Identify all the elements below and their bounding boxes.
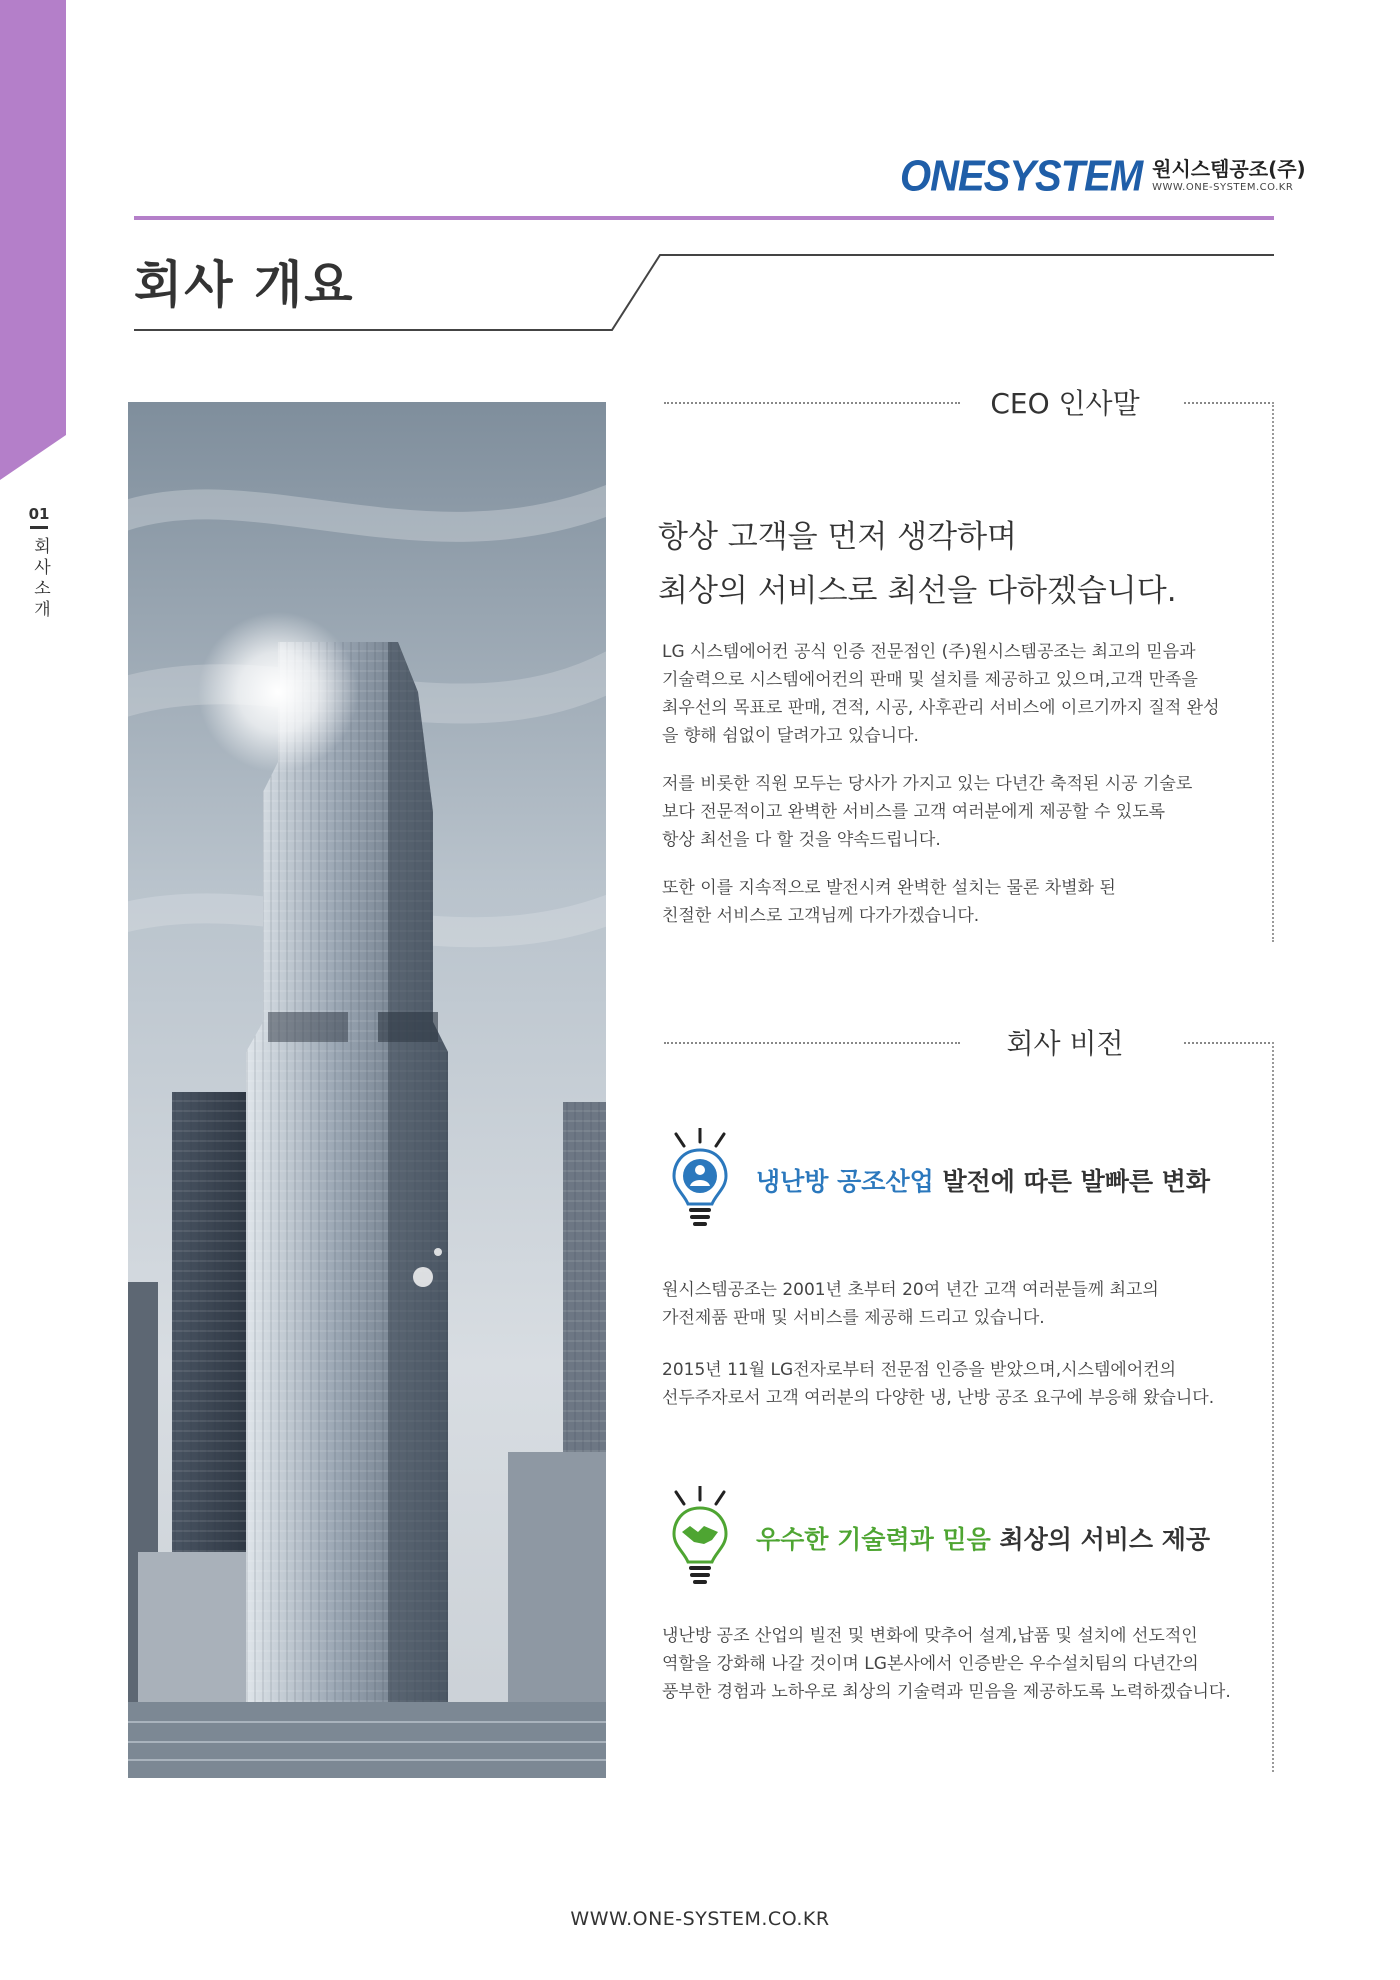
- vision-item-1-rest: 발전에 따른 발빠른 변화: [933, 1167, 1211, 1196]
- vision-header-dots-left: [664, 1042, 960, 1044]
- side-index-number: 01: [28, 505, 50, 523]
- text-line: 냉난방 공조 산업의 빌전 및 변화에 맞추어 설계,납품 및 설치에 선도적인: [662, 1626, 1198, 1646]
- vision-item-2-title: [756, 1520, 1210, 1556]
- vision-header-dots-right: [1184, 1042, 1274, 1044]
- text-line: 선두주자로서 고객 여러분의 다양한 냉, 난방 공조 요구에 부응해 왔습니다.: [662, 1388, 1215, 1408]
- page-title: 회사 개요: [134, 256, 355, 314]
- text-line: 가전제품 판매 및 서비스를 제공해 드리고 있습니다.: [662, 1308, 1045, 1328]
- ceo-section-header: [664, 382, 1274, 422]
- ceo-headline-line: 항상 고객을 먼저 생각하며: [658, 519, 1017, 555]
- vision-item-2-paragraph: [662, 1622, 1262, 1706]
- ceo-headline-line: 최상의 서비스로 최선을 다하겠습니다.: [658, 573, 1177, 609]
- vision-item-2: [668, 1486, 1210, 1590]
- text-line: 을 향해 쉼없이 달려가고 있습니다.: [662, 726, 919, 746]
- logo-company-name: 원시스템공조(주): [1152, 157, 1306, 181]
- ceo-headline: [658, 510, 1177, 618]
- ceo-paragraph-3: [662, 874, 1262, 930]
- bulb-person-icon: [668, 1128, 732, 1232]
- text-line: 보다 전문적이고 완벽한 서비스를 고객 여러분에게 제공할 수 있도록: [662, 802, 1166, 822]
- text-line: 최우선의 목표로 판매, 견적, 시공, 사후관리 서비스에 이르기까지 질적 완성: [662, 698, 1220, 718]
- text-line: 원시스템공조는 2001년 초부터 20여 년간 고객 여러분들께 최고의: [662, 1280, 1159, 1300]
- text-line: 풍부한 경험과 노하우로 최상의 기술력과 믿음을 제공하도록 노력하겠습니다.: [662, 1682, 1231, 1702]
- side-index-bar: [30, 526, 48, 529]
- vision-item-1-highlight: 냉난방 공조산업: [756, 1167, 934, 1196]
- vision-item-2-rest: 최상의 서비스 제공: [990, 1525, 1211, 1554]
- logo-url: WWW.ONE-SYSTEM.CO.KR: [1152, 182, 1294, 193]
- text-line: 2015년 11월 LG전자로부터 전문점 인증을 받았으며,시스템에어컨의: [662, 1360, 1177, 1380]
- bulb-handshake-icon: [668, 1486, 732, 1590]
- ceo-paragraph-2: [662, 770, 1262, 854]
- ceo-paragraph-1: [662, 638, 1262, 750]
- vision-section-title: 회사 비전: [1006, 1027, 1124, 1060]
- side-section-label: 회사소개: [30, 537, 50, 621]
- logo-wordmark: ONESYSTEM: [900, 151, 1143, 200]
- vision-item-1-title: [756, 1162, 1210, 1198]
- text-line: 기술력으로 시스템에어컨의 판매 및 설치를 제공하고 있으며,고객 만족을: [662, 670, 1198, 690]
- ceo-header-dots-left: [664, 402, 960, 404]
- side-index: [28, 505, 50, 621]
- ceo-header-dots-right: [1184, 402, 1274, 404]
- vision-section-header: [664, 1022, 1274, 1062]
- vision-item-2-highlight: 우수한 기술력과 믿음: [756, 1525, 991, 1554]
- vision-vertical-dots: [1272, 1042, 1274, 1772]
- building-image: [128, 402, 606, 1778]
- vision-item-1: [668, 1128, 1210, 1232]
- text-line: LG 시스템에어컨 공식 인증 전문점인 (주)원시스템공조는 최고의 믿음과: [662, 642, 1196, 662]
- text-line: 또한 이를 지속적으로 발전시켜 완벽한 설치는 물론 차별화 된: [662, 878, 1116, 898]
- ceo-section-title: CEO 인사말: [990, 387, 1140, 420]
- vision-item-1-paragraph-2: [662, 1356, 1262, 1412]
- text-line: 항상 최선을 다 할 것을 약속드립니다.: [662, 830, 941, 850]
- ceo-vertical-dots: [1272, 402, 1274, 942]
- vision-item-1-paragraph-1: [662, 1276, 1262, 1332]
- text-line: 역할을 강화해 나갈 것이며 LG본사에서 인증받은 우수설치팀의 다년간의: [662, 1654, 1199, 1674]
- text-line: 친절한 서비스로 고객님께 다가가겠습니다.: [662, 906, 980, 926]
- footer-url[interactable]: WWW.ONE-SYSTEM.CO.KR: [570, 1908, 830, 1930]
- text-line: 저를 비롯한 직원 모두는 당사가 가지고 있는 다년간 축적된 시공 기술로: [662, 774, 1193, 794]
